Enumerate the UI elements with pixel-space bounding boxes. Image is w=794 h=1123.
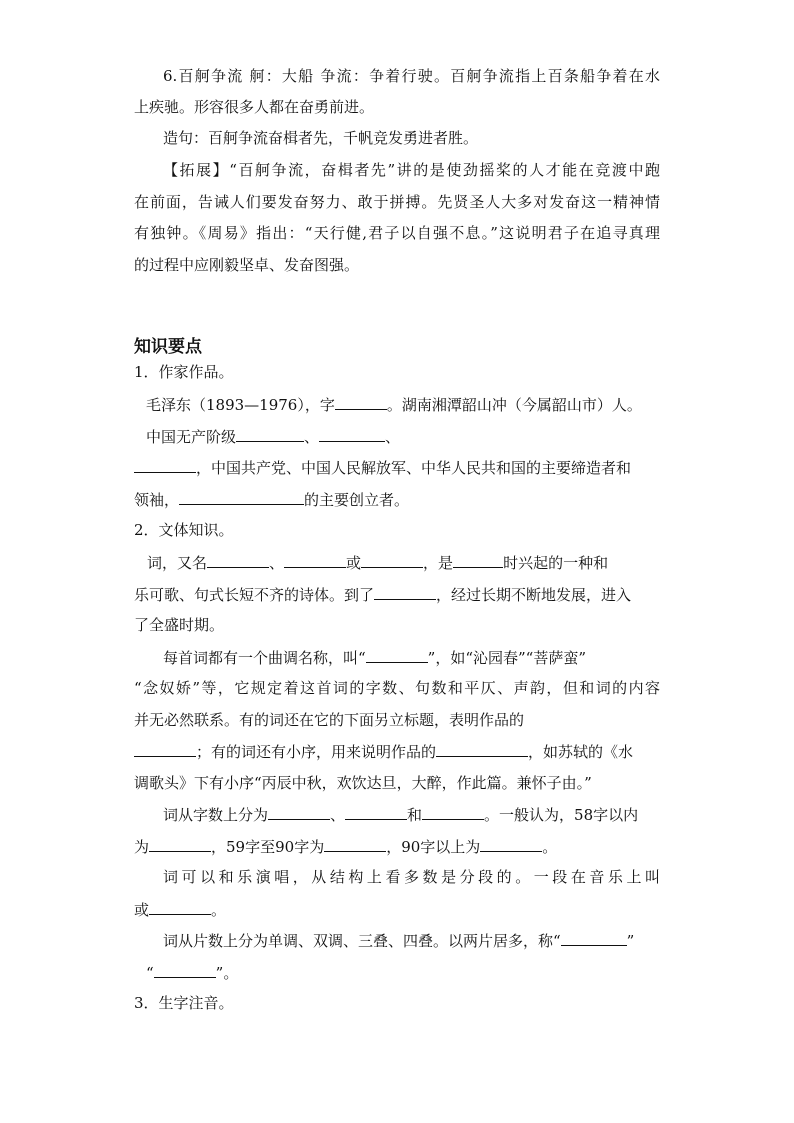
separator: 、 bbox=[330, 806, 346, 824]
idiom-example-sentence: 造句：百舸争流奋楫者先，千帆竞发勇进者胜。 bbox=[163, 129, 479, 147]
tune-name-line-2: “念奴娇”等，它规定着这首词的字数、句数和平仄、声韵，但和词的内容 bbox=[134, 679, 660, 697]
section-2-heading: 2．文体知识。 bbox=[134, 521, 234, 539]
role-blank-3[interactable] bbox=[134, 457, 196, 473]
ci-definition-line-3: 了全盛时期。 bbox=[134, 616, 225, 634]
piece-count-line-1 bbox=[163, 930, 634, 951]
ci-text: 词，又名 bbox=[147, 554, 208, 572]
idiom-extension-line-2: 在前面，告诫人们要发奋努力、敢于拼搏。先贤圣人大多对发奋这一精神情 bbox=[134, 193, 660, 211]
ci-text: 乐可歌、句式长短不齐的诗体。到了 bbox=[134, 586, 375, 604]
or-text: 或 bbox=[134, 901, 150, 919]
stanza-line-2 bbox=[134, 899, 226, 920]
two-piece-name-blank-1[interactable] bbox=[561, 930, 627, 946]
idiom-extension-line-1: 【拓展】“百舸争流，奋楫者先”讲的是使劲摇桨的人才能在竞渡中跑 bbox=[163, 161, 660, 179]
section-title: 知识要点 bbox=[134, 337, 202, 357]
ci-definition-line-1 bbox=[147, 552, 608, 573]
idiom-extension-line-3: 有独钟。《周易》指出：“天行健,君子以自强不息。”这说明君子在追寻真理 bbox=[134, 224, 660, 242]
ci-definition-line-2 bbox=[134, 584, 631, 605]
founder-text: 的主要创立者。 bbox=[304, 491, 410, 509]
preface-purpose-blank[interactable] bbox=[436, 741, 528, 757]
quote-mark: ” bbox=[626, 932, 635, 950]
tune-name-line-1 bbox=[163, 647, 586, 668]
ci-text: 时兴起的一种和 bbox=[503, 554, 609, 572]
preface-text: ；有的词还有小序，用来说明作品的 bbox=[196, 743, 437, 761]
separator: 、 bbox=[269, 554, 285, 572]
author-intro-line-1 bbox=[146, 394, 642, 415]
quote-mark: ”。 bbox=[215, 964, 239, 982]
tune-name-line-4 bbox=[134, 741, 633, 762]
section-3-heading: 3．生字注音。 bbox=[134, 994, 234, 1012]
tune-name-line-3: 并无必然联系。有的词还在它的下面另立标题，表明作品的 bbox=[134, 711, 525, 729]
author-founder-text: ，中国共产党、中国人民解放军、中华人民共和国的主要缔造者和 bbox=[196, 459, 632, 477]
author-intro-line-4 bbox=[134, 489, 409, 510]
word-count-text: 词从字数上分为 bbox=[163, 806, 269, 824]
separator: 、 bbox=[304, 428, 320, 446]
ci-text: ，是 bbox=[423, 554, 454, 572]
medium-form-blank[interactable] bbox=[324, 836, 386, 852]
thought-founder-blank[interactable] bbox=[179, 489, 304, 505]
courtesy-name-blank[interactable] bbox=[335, 394, 387, 410]
tune-text: 每首词都有一个曲调名称，叫“ bbox=[163, 649, 366, 667]
word-count-text: 。 bbox=[542, 838, 558, 856]
tune-name-blank[interactable] bbox=[366, 647, 428, 663]
author-intro-line-2 bbox=[146, 426, 400, 447]
word-count-text: ，90字以上为 bbox=[386, 838, 481, 856]
author-hometown-text: 。湖南湘潭韶山冲（今属韶山市）人。 bbox=[386, 396, 642, 414]
word-count-text: 为 bbox=[134, 838, 150, 856]
word-count-line-1 bbox=[163, 804, 638, 825]
period-text: 。 bbox=[211, 901, 227, 919]
word-count-line-2 bbox=[134, 836, 557, 857]
ci-alias-blank-3[interactable] bbox=[361, 552, 423, 568]
tune-name-line-5: 调歌头》下有小序“丙辰中秋，欢饮达旦，大醉，作此篇。兼怀子由。” bbox=[134, 774, 592, 792]
author-role-text: 中国无产阶级 bbox=[146, 428, 237, 446]
quote-mark: “ bbox=[146, 964, 154, 982]
piece-count-line-2 bbox=[146, 962, 238, 983]
length-type-blank-3[interactable] bbox=[422, 804, 484, 820]
or-text: 或 bbox=[346, 554, 362, 572]
ci-alias-blank-1[interactable] bbox=[207, 552, 269, 568]
long-form-blank[interactable] bbox=[480, 836, 542, 852]
leader-text: 领袖， bbox=[134, 491, 180, 509]
section-1-heading: 1．作家作品。 bbox=[134, 363, 234, 381]
preface-text: ，如苏轼的《水 bbox=[528, 743, 634, 761]
two-piece-name-blank-2[interactable] bbox=[154, 962, 216, 978]
tune-text: ”，如“沁园春”“菩萨蛮” bbox=[427, 649, 587, 667]
stanza-name-blank[interactable] bbox=[149, 899, 211, 915]
ci-alias-blank-2[interactable] bbox=[284, 552, 346, 568]
and-text: 和 bbox=[407, 806, 423, 824]
idiom-line-2: 上疾驰。形容很多人都在奋勇前进。 bbox=[134, 98, 375, 116]
short-form-blank[interactable] bbox=[149, 836, 211, 852]
length-type-blank-2[interactable] bbox=[345, 804, 407, 820]
word-count-text: 。一般认为，58字以内 bbox=[484, 806, 639, 824]
stanza-line-1: 词可以和乐演唱，从结构上看多数是分段的。一段在音乐上叫 bbox=[163, 868, 660, 886]
piece-count-text: 词从片数上分为单调、双调、三叠、四叠。以两片居多，称“ bbox=[163, 932, 561, 950]
role-blank-1[interactable] bbox=[236, 426, 304, 442]
ci-text: ，经过长期不断地发展，进入 bbox=[436, 586, 632, 604]
word-count-text: ，59字至90字为 bbox=[211, 838, 325, 856]
author-intro-line-3 bbox=[134, 457, 631, 478]
idiom-line-1: 6.百舸争流 舸：大船 争流：争着行驶。百舸争流指上百条船争着在水 bbox=[163, 67, 660, 85]
separator: 、 bbox=[385, 428, 401, 446]
idiom-extension-line-4: 的过程中应刚毅坚卓、发奋图强。 bbox=[134, 256, 360, 274]
author-intro-text: 毛泽东（1893—1976），字 bbox=[146, 396, 335, 414]
ci-origin-period-blank[interactable] bbox=[453, 552, 503, 568]
ci-peak-period-blank[interactable] bbox=[374, 584, 436, 600]
title-purpose-blank[interactable] bbox=[134, 741, 196, 757]
role-blank-2[interactable] bbox=[319, 426, 385, 442]
length-type-blank-1[interactable] bbox=[268, 804, 330, 820]
